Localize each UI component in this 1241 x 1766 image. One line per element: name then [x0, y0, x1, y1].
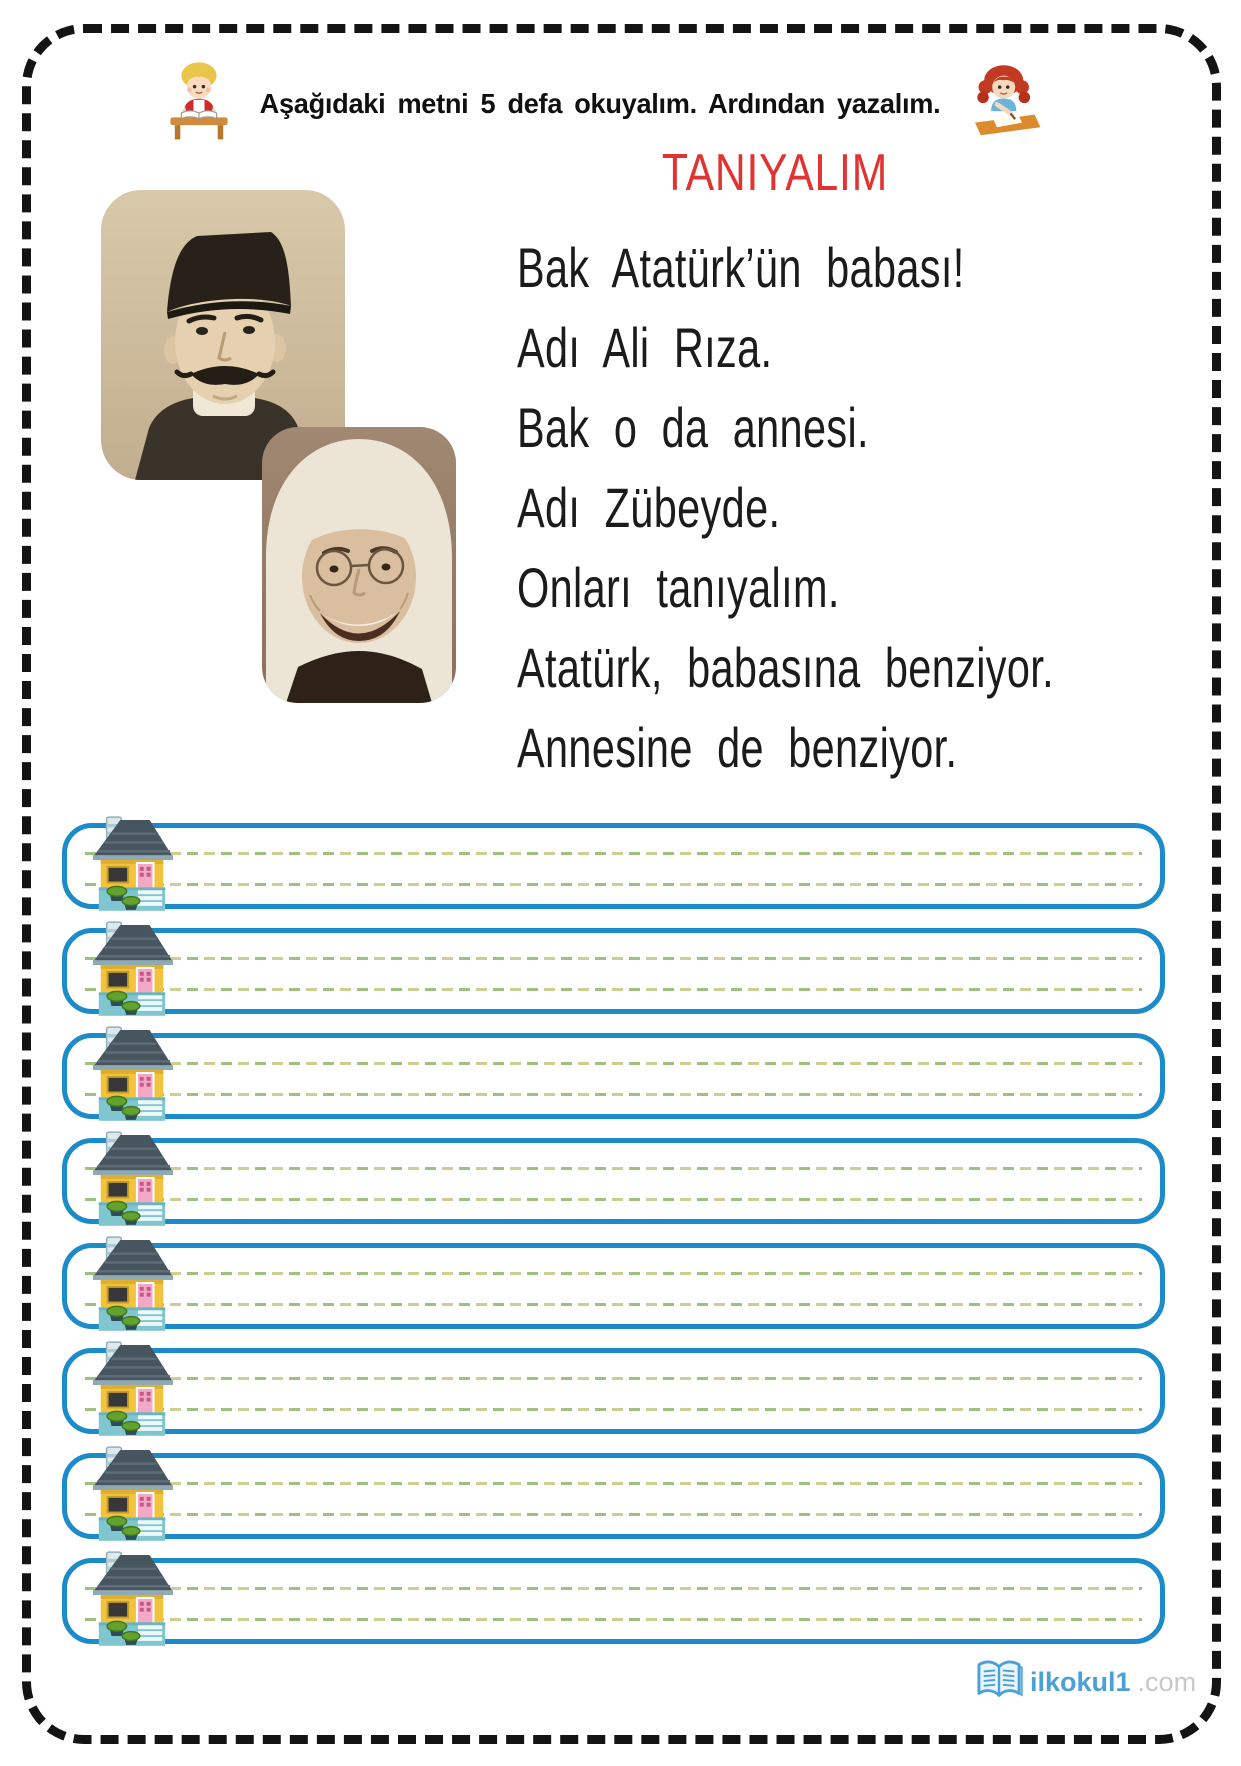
guide-line	[85, 1062, 1142, 1065]
guide-line	[85, 1587, 1142, 1590]
writing-line[interactable]	[62, 1453, 1165, 1539]
site-logo-link[interactable]	[975, 1658, 1196, 1707]
guide-line	[85, 957, 1142, 960]
guide-line	[85, 1482, 1142, 1485]
writing-line[interactable]	[62, 823, 1165, 909]
writing-area	[62, 823, 1165, 1663]
boy-reading-icon	[166, 61, 232, 148]
guide-line	[85, 883, 1142, 886]
guide-line	[85, 1303, 1142, 1306]
guide-line	[85, 1272, 1142, 1275]
guide-line	[85, 1377, 1142, 1380]
instruction-text: Aşağıdaki metni 5 defa okuyalım. Ardından yazalım.	[259, 88, 941, 119]
reading-line: Annesine de benziyor.	[517, 716, 958, 779]
guide-line	[85, 1513, 1142, 1516]
brand-domain-suffix: .com	[1137, 1667, 1197, 1697]
reading-line: Onları tanıyalım.	[517, 556, 840, 619]
guide-line	[85, 852, 1142, 855]
writing-line[interactable]	[62, 928, 1165, 1014]
house-icon	[91, 1127, 173, 1227]
reading-line: Adı Ali Rıza.	[517, 316, 773, 379]
guide-line	[85, 1408, 1142, 1411]
open-book-icon	[975, 1658, 1023, 1707]
house-icon	[91, 1337, 173, 1437]
writing-line[interactable]	[62, 1558, 1165, 1644]
writing-line[interactable]	[62, 1348, 1165, 1434]
writing-line[interactable]	[62, 1138, 1165, 1224]
guide-line	[85, 1198, 1142, 1201]
guide-line	[85, 1618, 1142, 1621]
girl-writing-icon	[968, 63, 1044, 146]
house-icon	[91, 812, 173, 912]
house-icon	[91, 1547, 173, 1647]
guide-line	[85, 1093, 1142, 1096]
writing-line[interactable]	[62, 1033, 1165, 1119]
reading-text-block	[517, 228, 1241, 788]
guide-line	[85, 988, 1142, 991]
house-icon	[91, 1022, 173, 1122]
mother-portrait	[262, 427, 456, 703]
guide-line	[85, 1167, 1142, 1170]
instruction-header	[166, 56, 1044, 152]
reading-line: Atatürk, babasına benziyor.	[517, 636, 1055, 699]
house-icon	[91, 1232, 173, 1332]
reading-line: Bak Atatürk’ün babası!	[517, 236, 965, 299]
brand-name: ilkokul1	[1030, 1667, 1131, 1697]
reading-line: Bak o da annesi.	[517, 396, 869, 459]
writing-line[interactable]	[62, 1243, 1165, 1329]
page-title: TANIYALIM	[661, 144, 889, 202]
house-icon	[91, 1442, 173, 1542]
reading-line: Adı Zübeyde.	[517, 476, 781, 539]
house-icon	[91, 917, 173, 1017]
